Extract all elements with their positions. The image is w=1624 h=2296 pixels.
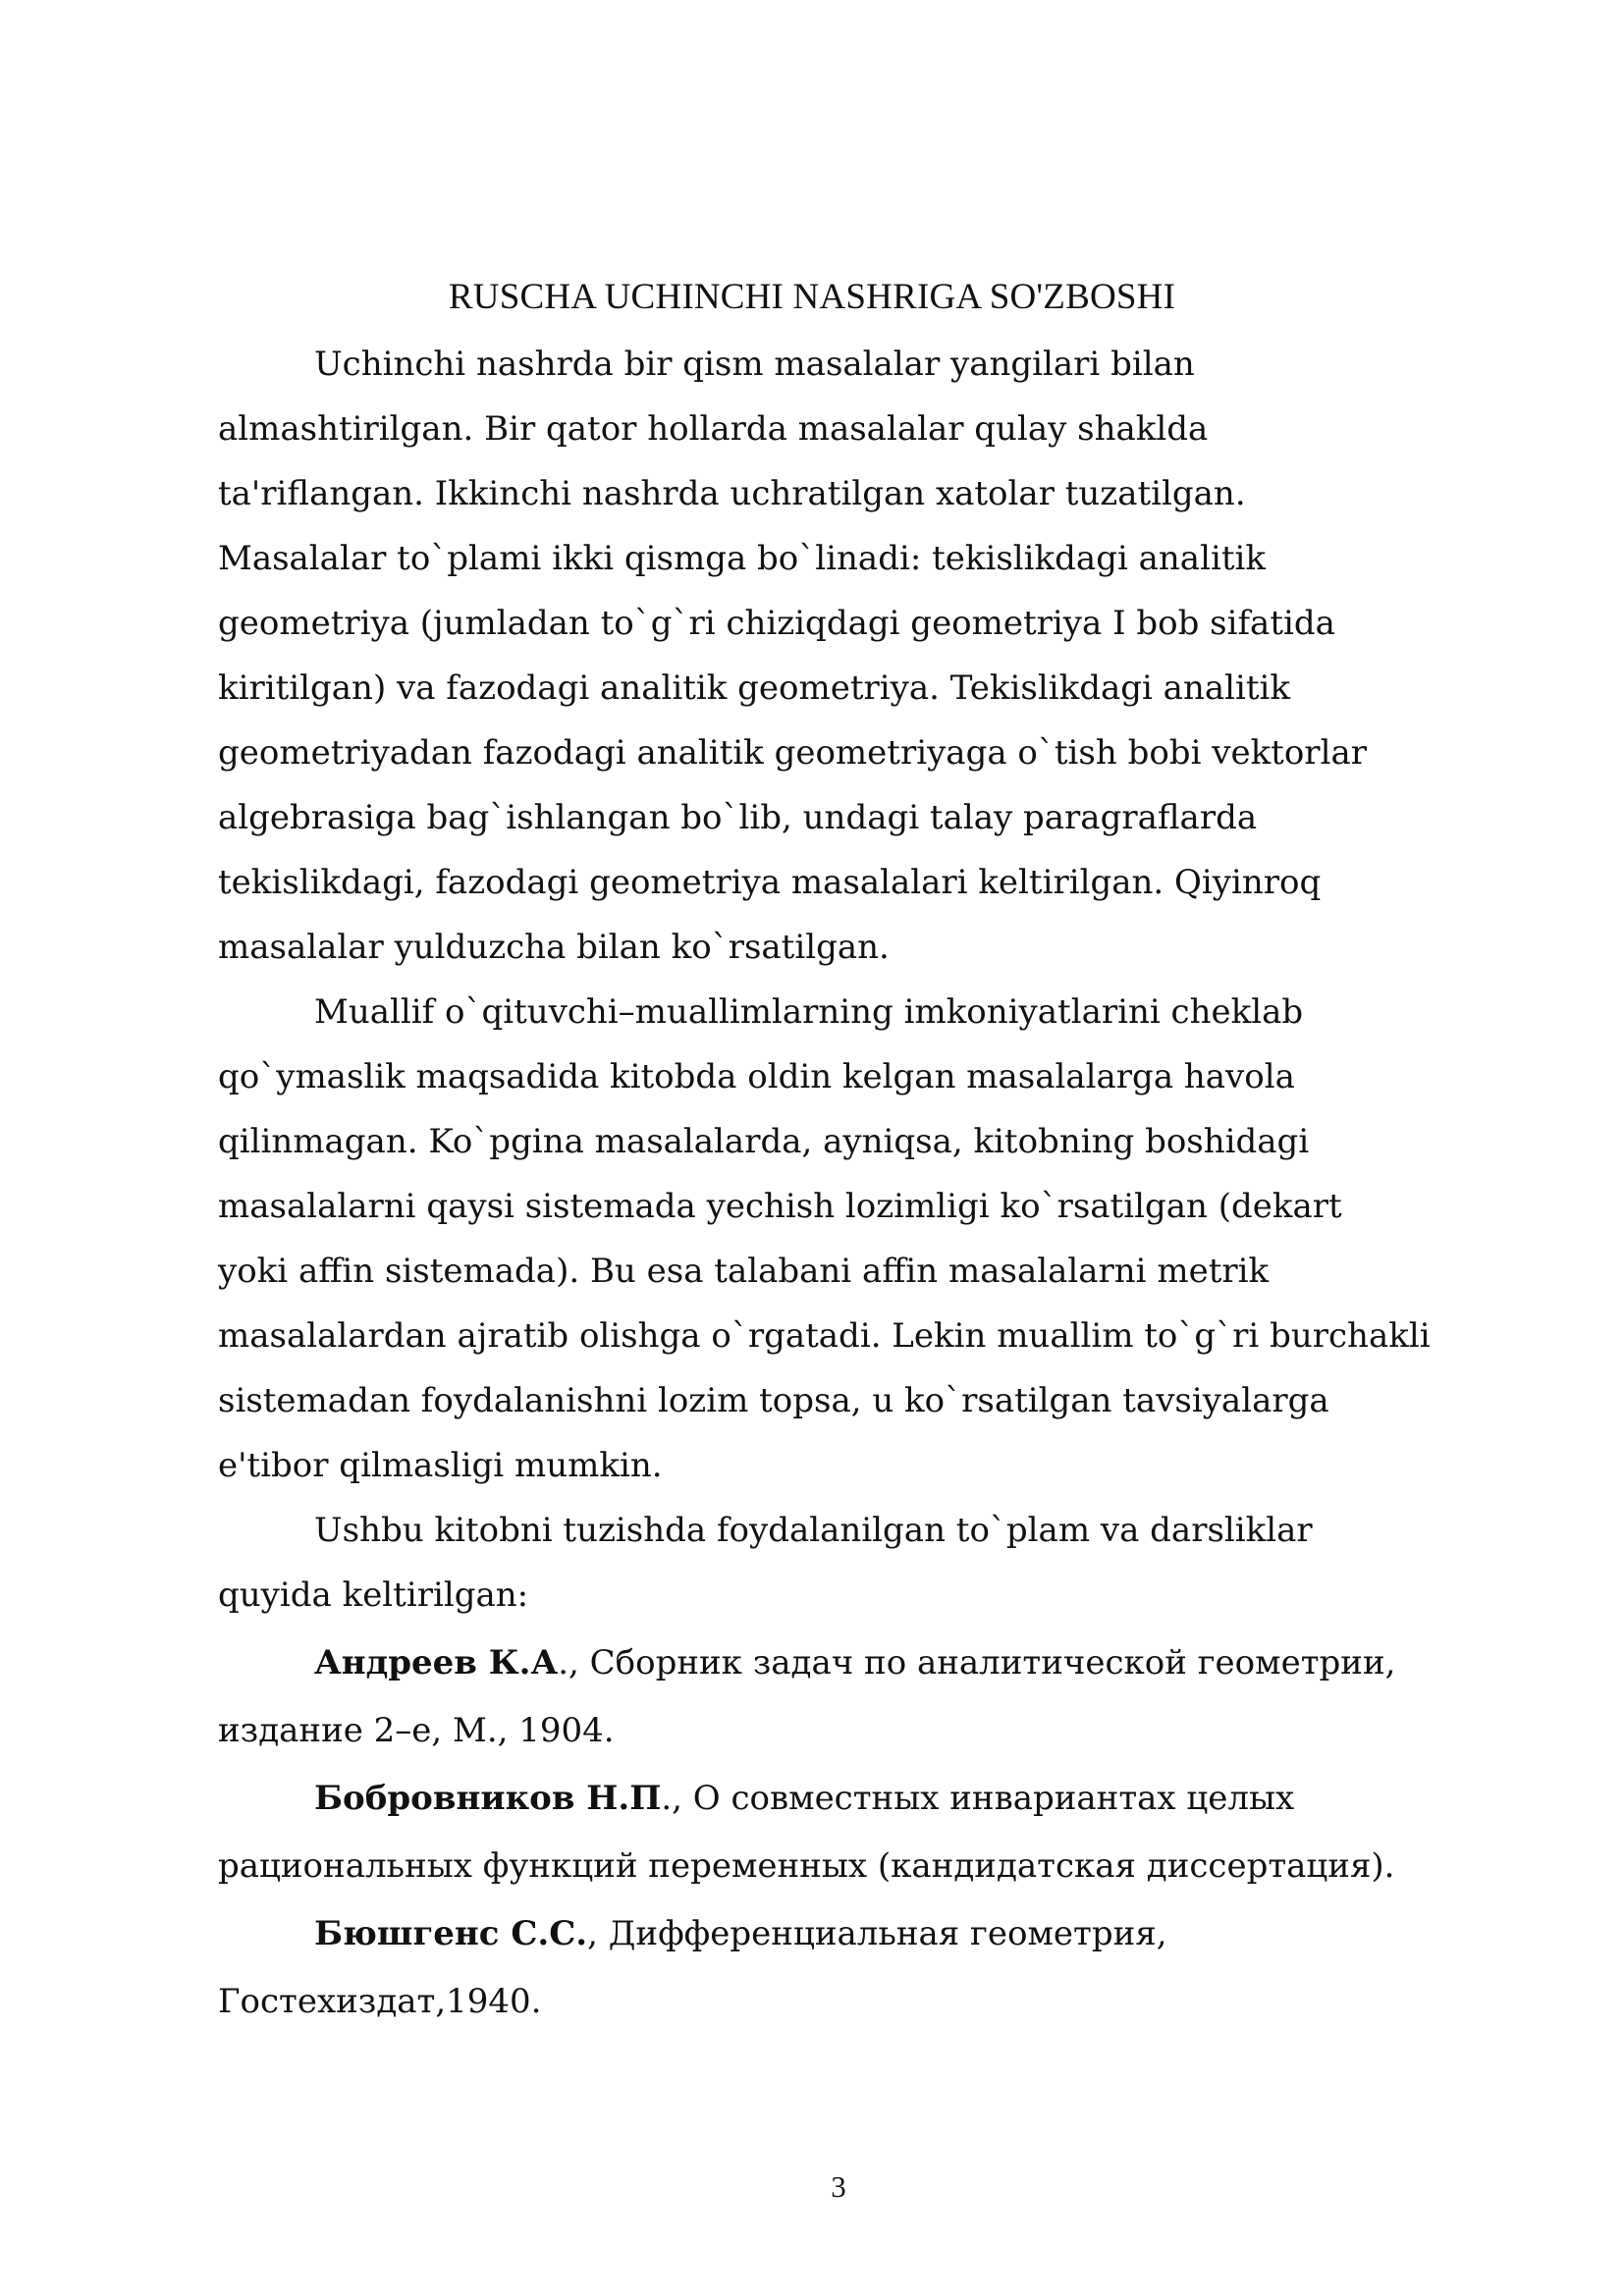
paragraph-line: yoki affin sistemada). Bu esa talabani affin masalalarni metrik [218,1252,1270,1291]
reference-list [218,1629,1485,2036]
reference-author: Бюшгенс С.С. [314,1914,588,1953]
reference-author: Андреев К.А [314,1643,559,1682]
reference-line [218,1629,1485,1697]
paragraph-line: tekislikdagi, fazodagi geometriya masalalari keltirilgan. Qiyinroq [218,863,1322,902]
paragraph-line: quyida keltirilgan: [218,1575,529,1615]
paragraph-line: Ushbu kitobni tuzishda foydalanilgan to`plam va darsliklar [314,1511,1313,1550]
reference-item [218,1900,1485,2036]
paragraph-line: Muallif o`qituvchi–muallimlarning imkoniyatlarini cheklab [314,992,1304,1032]
paragraph-line: sistemadan foydalanishni lozim topsa, u ko`rsatilgan tavsiyalarga [218,1381,1329,1420]
reference-author: Бобровников Н.П [314,1779,662,1818]
paragraph-line: e'tibor qilmasligi mumkin. [218,1446,663,1485]
reference-item [218,1629,1485,1765]
reference-line: Гостехиздат,1940. [218,1982,542,2021]
page-heading: RUSCHA UCHINCHI NASHRIGA SO'ZBOSHI [448,277,1176,317]
reference-line [218,1900,1485,1968]
reference-item [218,1765,1485,1900]
reference-line [218,1765,1485,1833]
paragraph-line: masalalar yulduzcha bilan ko`rsatilgan. [218,928,890,967]
paragraph-line: almashtirilgan. Bir qator hollarda masalalar qulay shaklda [218,409,1209,449]
reference-line: рациональных функций переменных (кандидатская диссертация). [218,1846,1395,1886]
paragraph-line: masalalarni qaysi sistemada yechish lozimligi ko`rsatilgan (dekart [218,1187,1342,1226]
reference-details: ., Сборник задач по аналитической геометрии, [558,1643,1396,1682]
paragraph-line: masalalardan ajratib olishga o`rgatadi. Lekin muallim to`g`ri burchakli [218,1316,1431,1356]
page-number: 3 [831,2169,846,2204]
paragraph-line: geometriyadan fazodagi analitik geometriyaga o`tish bobi vektorlar [218,733,1367,773]
paragraph-line: algebrasiga bag`ishlangan bo`lib, undagi talay paragraflarda [218,798,1258,837]
paragraph-line: ta'riflangan. Ikkinchi nashrda uchratilgan xatolar tuzatilgan. [218,474,1246,513]
paragraph-line: Masalalar to`plami ikki qismga bo`linadi: tekislikdagi analitik [218,539,1266,578]
reference-line: издание 2–е, М., 1904. [218,1711,615,1750]
paragraph-line: qilinmagan. Ko`pgina masalalarda, ayniqsa, kitobning boshidagi [218,1122,1310,1161]
preface-body [218,332,1465,1628]
paragraph-line: geometriya (jumladan to`g`ri chiziqdagi geometriya I bob sifatida [218,604,1335,643]
reference-details: , Дифференциальная геометрия, [587,1914,1167,1953]
paragraph-line: Uchinchi nashrda bir qism masalalar yangilari bilan [314,345,1195,384]
reference-details: ., О совместных инвариантах целых [661,1779,1295,1818]
paragraph-line: qo`ymaslik maqsadida kitobda oldin kelgan masalalarga havola [218,1057,1295,1096]
paragraph-line: kiritilgan) va fazodagi analitik geometriya. Tekislikdagi analitik [218,668,1291,708]
